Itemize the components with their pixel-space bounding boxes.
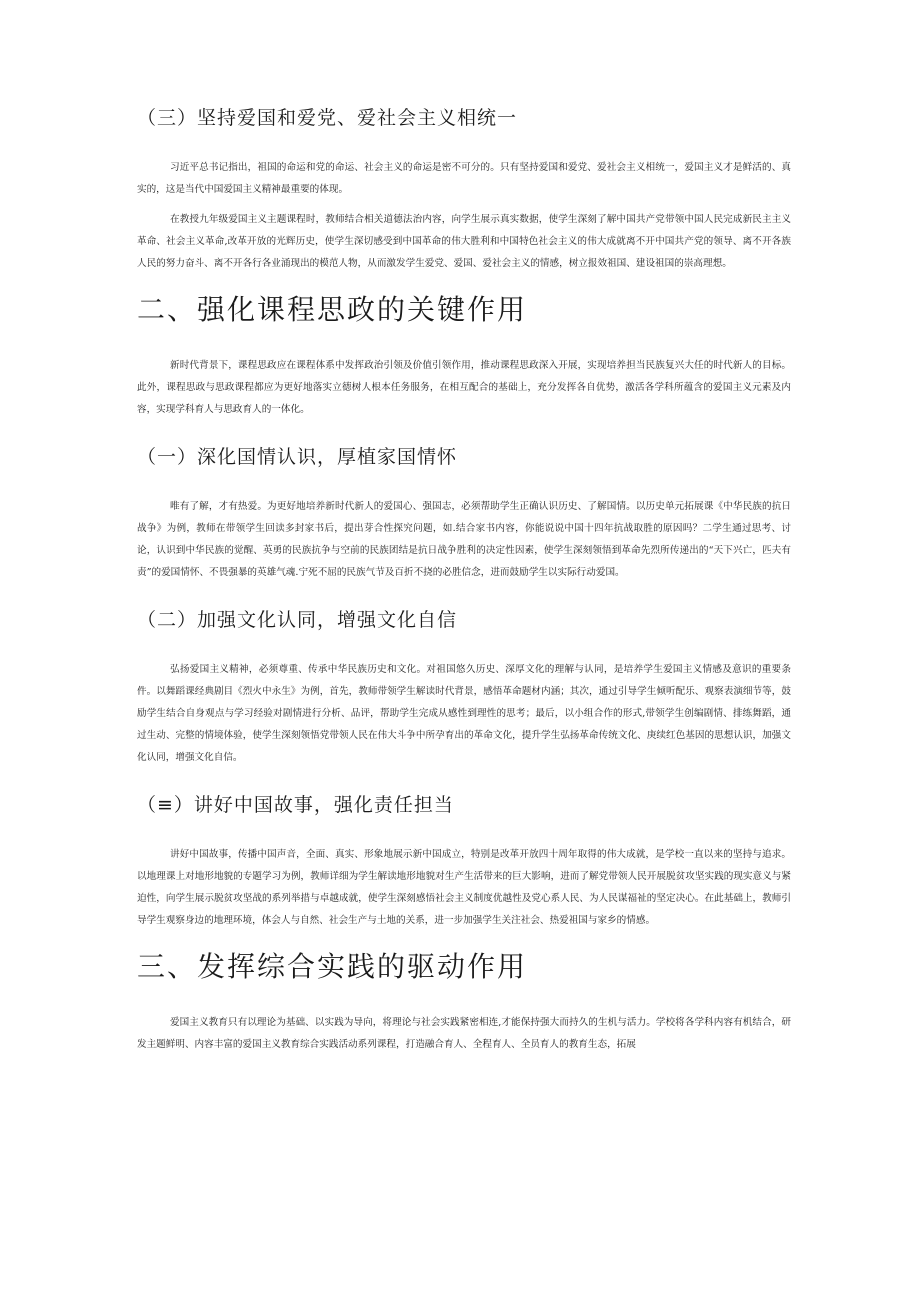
paragraph: 弘扬爱国主义精神，必须尊重、传承中华民族历史和文化。对祖国悠久历史、深厚文化的理解与认同，是培养学生爱国主义情感及意识的重要条件。以舞蹈课经典剧目《烈火中永生》为例，首先，教师带领学生解读时代背景，感悟革命题材内涵；其次，通过引导学生倾听配乐、观察表演细节等，鼓励学生结合自身观点与学习经验对剧情进行分析、品评，帮助学生完成从感性到理性的思考；最后，以小组合作的形式,带领学生创编剧情、排练舞蹈，通过生动、完整的情境体验，使学生深刻领悟党带领人民在伟大斗争中所孕育出的革命文化，提升学生弘扬革命传统文化、庚续红色基因的思想认识，加强文化认同，增强文化自信。 xyxy=(137,664,791,763)
section-subheading-2-2: （二）加强文化认同，增强文化自信 xyxy=(137,609,458,631)
paragraph: 习近平总书记指出，祖国的命运和党的命运、社会主义的命运是密不可分的。只有坚持爱国和爱党、爱社会主义相统一，爱国主义才是鲜活的、真实的，这是当代中国爱国主义精神最重要的体现。 xyxy=(137,162,791,195)
paragraph: 新时代背景下，课程思政应在课程体系中发挥政治引领及价值引领作用，推动课程思政深入开展，实现培养担当民族复兴大任的时代新人的目标。此外，课程思政与思政课程都应为更好地落实立德树人根本任务服务，在相互配合的基础上，充分发挥各自优势，激活各学科所蕴含的爱国主义元素及内容，实现学科育人与思政育人的一体化。 xyxy=(137,360,791,415)
paragraph: 在教授九年级爱国主义主题课程时，教师结合相关道德法治内容，向学生展示真实数据，使学生深刻了解中国共产党带领中国人民完成新民主主义革命、社会主义革命,改革开放的光辉历史，使学生深切感受到中国革命的伟大胜利和中国特色社会主义的伟大成就离不开中国共产党的领导、离不开各族人民的努力奋斗、离不开各行各业涌现出的模范人物，从而激发学生爱党、爱国、爱社会主义的情感，树立报效祖国、建设祖国的崇高理想。 xyxy=(137,214,791,269)
paragraph: 爱国主义教育只有以理论为基础、以实践为导向，将理论与社会实践紧密相连,才能保持强大而持久的生机与活力。学校将各学科内容有机结合，研发主题鲜明、内容丰富的爱国主义教育综合实践活动系列课程，打造融合育人、全程育人、全员育人的教育生态，拓展 xyxy=(137,1017,791,1050)
paragraph: 唯有了解，才有热爱。为更好地培养新时代新人的爱国心、强国志，必须帮助学生正确认识历史、了解国情。以历史单元拓展课《中华民族的抗日战争》为例，教师在带领学生回读多封家书后，提出芽合性探究问题，如.结合家书内容，你能说说中国十四年抗战取胜的原因吗？二学生通过思考、讨论，认识到中华民族的觉醒、英勇的民族抗争与空前的民族团结是抗日战争胜利的决定性因素，使学生深刻领悟到革命先烈所传递出的“天下兴亡，匹夫有责”的爱国情怀、不畏强暴的英雄气魂.宁死不屈的民族气节及百折不挠的必胜信念，进而鼓励学生以实际行动爱国。 xyxy=(137,501,791,578)
section-heading-3: 三、发挥综合实践的驱动作用 xyxy=(137,950,528,983)
paragraph: 讲好中国故事，传播中国声音，全面、真实、形象地展示新中国成立，特别是改革开放四十周年取得的伟大成就，是学校一直以来的坚持与追求。以地理课上对地形地貌的专题学习为例，教师详细为学生解读地形地貌对生产生活带来的巨大影响，进而了解党带领人民开展脱贫攻坚实践的现实意义与紧迫性，向学生展示脱贫攻坚战的系列举措与卓越成就，使学生深刻感悟社会主义制度优越性及党心系人民、为人民谋福祉的坚定决心。在此基础上，教师引导学生观察身边的地理环境，体会人与自然、社会生产与土地的关系，进一步加强学生关注社会、热爱祖国与家乡的情感。 xyxy=(137,849,791,926)
section-subheading-1-3: （三）坚持爱国和爱党、爱社会主义相统一 xyxy=(137,107,518,129)
section-heading-2: 二、强化课程思政的关键作用 xyxy=(137,293,528,326)
document-body xyxy=(137,104,791,1056)
section-subheading-2-1: （一）深化国情认识，厚植家国情怀 xyxy=(137,446,458,468)
section-subheading-2-3: （≡）讲好中国故事，强化责任担当 xyxy=(137,794,454,816)
